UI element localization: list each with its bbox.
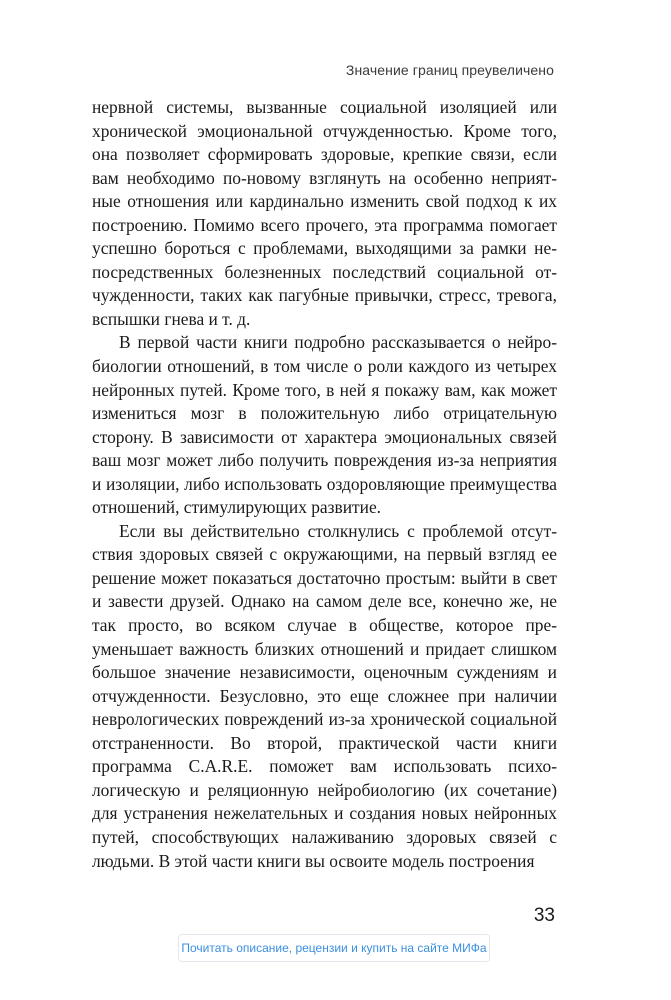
paragraph: Если вы действительно столкнулись с проблемой отсутствия здоровых связей с окружающими, на первый взгляд ее решение может показаться достаточно простым: выйти в свет и завести друзей. Однако на самом деле все, конечно же, не так просто, во всяком случае в обществе, которое преуменьшает важность близких отношений и придает слишком большое значение независимости, оценочным суждениям и отчужденности. Безусловно, это еще сложнее при наличии неврологических повреждений из-за хронической социальной отстраненности. Во второй, практической части книги программа C.A.R.E. поможет вам использовать психологическую и реляционную нейробиологию (их сочетание) для устранения нежелательных и создания новых нейронных путей, способствующих налаживанию здоровых связей с людьми. В этой части книги вы освоите модель построения — [92, 520, 557, 871]
buy-on-mif-link[interactable]: Почитать описание, рецензии и купить на сайте МИФа — [178, 934, 490, 962]
page-number: 33 — [533, 905, 555, 926]
body-text — [92, 96, 557, 873]
paragraph-continued: нервной системы, вызванные социальной изоляцией или хронической эмоциональной отчужденностью. Кроме того, она позволяет сформировать здоровые, крепкие связи, если вам необходимо по-новому взглянуть на особенно неприятные отношения или кардинально изменить свой подход к их построению. Помимо всего прочего, эта программа помогает успешно бороться с проблемами, выходящими за рамки непосредственных болезненных последствий социальной отчужденности, таких как пагубные привычки, стресс, тревога, вспышки гнева и т. д. — [92, 97, 557, 329]
running-head-title: Значение границ преувеличено — [345, 62, 554, 78]
paragraph: В первой части книги подробно рассказывается о нейробиологии отношений, в том числе о роли каждого из четырех нейронных путей. Кроме того, в ней я покажу вам, как может измениться мозг в положительную либо отрицательную сторону. В зависимости от характера эмоциональных связей ваш мозг может либо получить повреждения из-за неприятия и изоляции, либо использовать оздоровляющие преимущества отношений, стимулирующих развитие. — [92, 332, 557, 518]
